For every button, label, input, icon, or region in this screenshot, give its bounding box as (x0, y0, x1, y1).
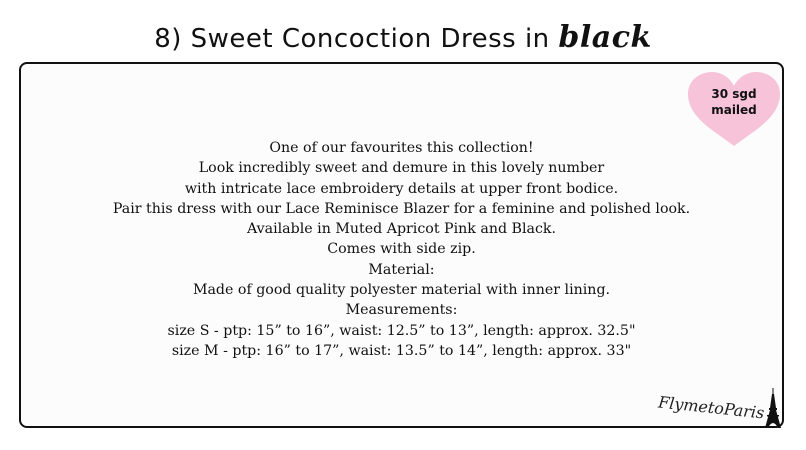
page-title (0, 20, 806, 55)
description-line: Pair this dress with our Lace Reminisce Blazer for a feminine and polished look. (112, 200, 691, 217)
description-line: Look incredibly sweet and demure in this lovely number (198, 160, 605, 177)
title-prefix: 8) Sweet Concoction Dress in (154, 24, 559, 54)
title-color-word: black (558, 20, 652, 55)
description-line: One of our favourites this collection! (269, 140, 534, 156)
description-line: Made of good quality polyester material with inner lining. (192, 282, 611, 299)
description-line: size M - ptp: 16” to 17”, waist: 13.5” to 14”, length: approx. 33" (171, 342, 632, 359)
brand-logo-text: FlymetoParis (657, 392, 766, 423)
description-line: size S - ptp: 15” to 16”, waist: 12.5” to 13”, length: approx. 32.5" (167, 322, 636, 339)
eiffel-tower-icon (763, 388, 783, 430)
description-line: Comes with side zip. (327, 241, 476, 258)
price-badge (686, 86, 782, 118)
description-line: with intricate lace embroidery details at upper front bodice. (184, 180, 619, 197)
price-shipping: mailed (711, 103, 757, 117)
product-description (19, 138, 784, 361)
price-amount: 30 sgd (711, 87, 757, 101)
description-line: Available in Muted Apricot Pink and Black. (246, 221, 557, 238)
description-line: Material: (368, 261, 435, 278)
description-line: Measurements: (345, 302, 458, 319)
